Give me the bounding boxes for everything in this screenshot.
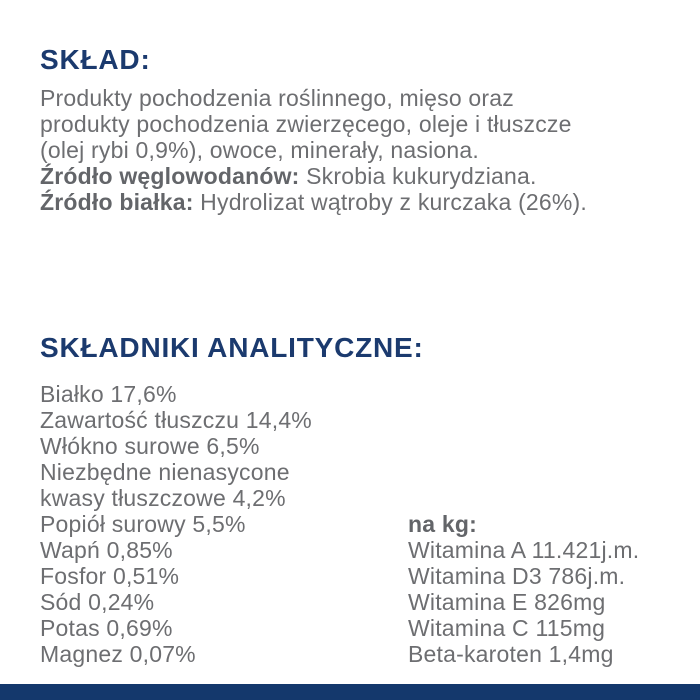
per-kg-column [408,511,688,667]
analysis-section-title: SKŁADNIKI ANALITYCZNE: [40,332,424,363]
carbohydrate-source-label: Źródło węglowodanów: [40,163,300,189]
analysis-item-fatty-acids-2: kwasy tłuszczowe 4,2% [40,485,286,511]
analysis-item-ash: Popiół surowy 5,5% [40,511,246,537]
vitamin-e-item: Witamina E 826mg [408,589,606,615]
beta-carotene-item: Beta-karoten 1,4mg [408,641,614,667]
analysis-item-potassium: Potas 0,69% [40,615,173,641]
protein-source-value: Hydrolizat wątroby z kurczaka (26%). [193,189,588,215]
composition-paragraph [40,85,670,215]
vitamin-c-item: Witamina C 115mg [408,615,606,641]
analysis-item-phosphorus: Fosfor 0,51% [40,563,180,589]
per-kg-label: na kg: [408,511,477,537]
composition-section-title: SKŁAD: [40,44,151,75]
protein-source-line [40,189,670,215]
vitamin-a-item: Witamina A 11.421j.m. [408,537,640,563]
vitamin-d3-item: Witamina D3 786j.m. [408,563,626,589]
composition-line: Produkty pochodzenia roślinnego, mięso oraz [40,85,514,111]
analysis-item-fibre: Włókno surowe 6,5% [40,433,260,459]
analysis-list [40,381,410,667]
analysis-item-calcium: Wapń 0,85% [40,537,173,563]
protein-source-label: Źródło białka: [40,189,194,215]
analysis-item-protein: Białko 17,6% [40,381,177,407]
analysis-item-magnesium: Magnez 0,07% [40,641,196,667]
analysis-item-sodium: Sód 0,24% [40,589,155,615]
carbohydrate-source-value: Skrobia kukurydziana. [299,163,537,189]
composition-line: produkty pochodzenia zwierzęcego, oleje i tłuszcze [40,111,572,137]
carbohydrate-source-line [40,163,670,189]
composition-line: (olej rybi 0,9%), owoce, minerały, nasiona. [40,137,479,163]
analysis-item-fatty-acids-1: Niezbędne nienasycone [40,459,290,485]
footer-bar [0,684,700,700]
analysis-item-fat: Zawartość tłuszczu 14,4% [40,407,312,433]
